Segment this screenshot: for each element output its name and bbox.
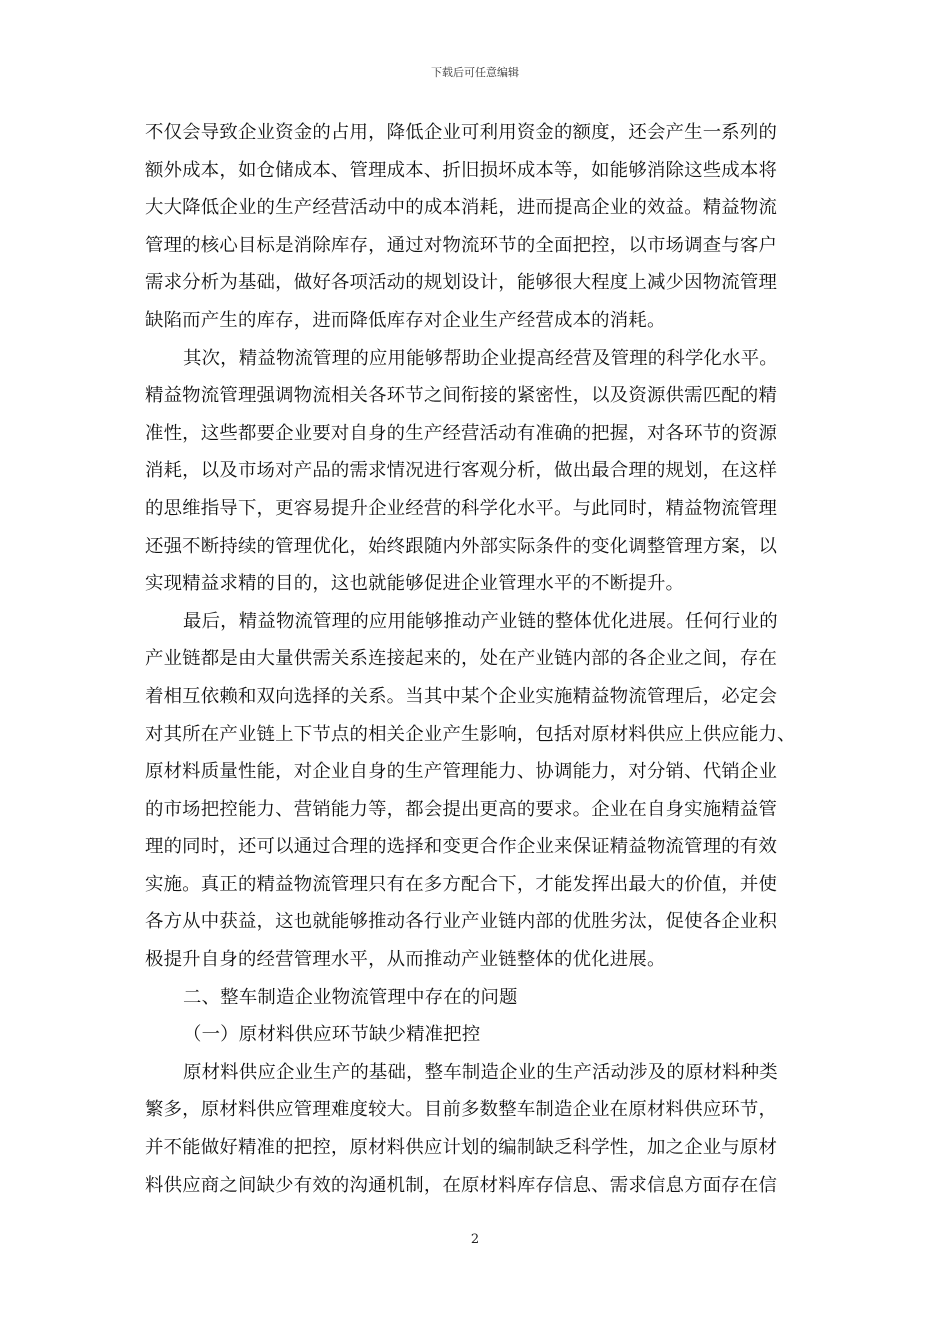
page-number: 2	[470, 1232, 480, 1247]
text-line: 理的同时，还可以通过合理的选择和变更合作企业来保证精益物流管理的有效	[145, 836, 778, 858]
page-header: 下载后可任意编辑	[431, 66, 519, 79]
text-line: 原材料质量性能，对企业自身的生产管理能力、协调能力，对分销、代销企业	[145, 761, 778, 783]
text-line: 对其所在产业链上下节点的相关企业产生影响，包括对原材料供应上供应能力、	[145, 723, 796, 745]
text-line: 缺陷而产生的库存，进而降低库存对企业生产经营成本的消耗。	[145, 309, 666, 331]
text-line: 其次，精益物流管理的应用能够帮助企业提高经营及管理的科学化水平。	[183, 347, 778, 369]
text-line: 二、整车制造企业物流管理中存在的问题	[183, 986, 518, 1008]
text-line: 料供应商之间缺少有效的沟通机制，在原材料库存信息、需求信息方面存在信	[145, 1174, 778, 1196]
text-line: 实现精益求精的目的，这也就能够促进企业管理水平的不断提升。	[145, 573, 685, 595]
text-line: 最后，精益物流管理的应用能够推动产业链的整体优化进展。任何行业的	[183, 610, 778, 632]
text-line: 管理的核心目标是消除库存，通过对物流环节的全面把控，以市场调查与客户	[145, 234, 778, 256]
text-line: 消耗，以及市场对产品的需求情况进行客观分析，做出最合理的规划，在这样	[145, 460, 778, 482]
text-line: 繁多，原材料供应管理难度较大。目前多数整车制造企业在原材料供应环节，	[145, 1099, 778, 1121]
text-line: 原材料供应企业生产的基础，整车制造企业的生产活动涉及的原材料种类	[183, 1061, 778, 1083]
text-line: 精益物流管理强调物流相关各环节之间衔接的紧密性，以及资源供需匹配的精	[145, 385, 778, 407]
text-line: 并不能做好精准的把控，原材料供应计划的编制缺乏科学性，加之企业与原材	[145, 1137, 778, 1159]
text-line: 大大降低企业的生产经营活动中的成本消耗，进而提高企业的效益。精益物流	[145, 197, 778, 219]
text-line: 需求分析为基础，做好各项活动的规划设计，能够很大程度上减少因物流管理	[145, 272, 778, 294]
text-line: 不仅会导致企业资金的占用，降低企业可利用资金的额度，还会产生一系列的	[145, 122, 778, 143]
text-line: 的市场把控能力、营销能力等，都会提出更高的要求。企业在自身实施精益管	[145, 798, 778, 820]
text-line: 各方从中获益，这也就能够推动各行业产业链内部的优胜劣汰，促使各企业积	[145, 911, 778, 933]
text-line: （一）原材料供应环节缺少精准把控	[183, 1024, 481, 1046]
document-body	[145, 114, 810, 1204]
text-line: 还强不断持续的管理优化，始终跟随内外部实际条件的变化调整管理方案，以	[145, 535, 778, 557]
text-line: 准性，这些都要企业要对自身的生产经营活动有准确的把握，对各环节的资源	[145, 422, 778, 444]
text-line: 实施。真正的精益物流管理只有在多方配合下，才能发挥出最大的价值，并使	[145, 873, 778, 895]
text-line: 产业链都是由大量供需关系连接起来的，处在产业链内部的各企业之间，存在	[145, 648, 778, 670]
text-line: 着相互依赖和双向选择的关系。当其中某个企业实施精益物流管理后，必定会	[145, 685, 778, 707]
text-line: 额外成本，如仓储成本、管理成本、折旧损坏成本等，如能够消除这些成本将	[145, 159, 778, 181]
text-line: 极提升自身的经营管理水平，从而推动产业链整体的优化进展。	[145, 949, 666, 971]
text-line: 的思维指导下，更容易提升企业经营的科学化水平。与此同时，精益物流管理	[145, 497, 778, 519]
